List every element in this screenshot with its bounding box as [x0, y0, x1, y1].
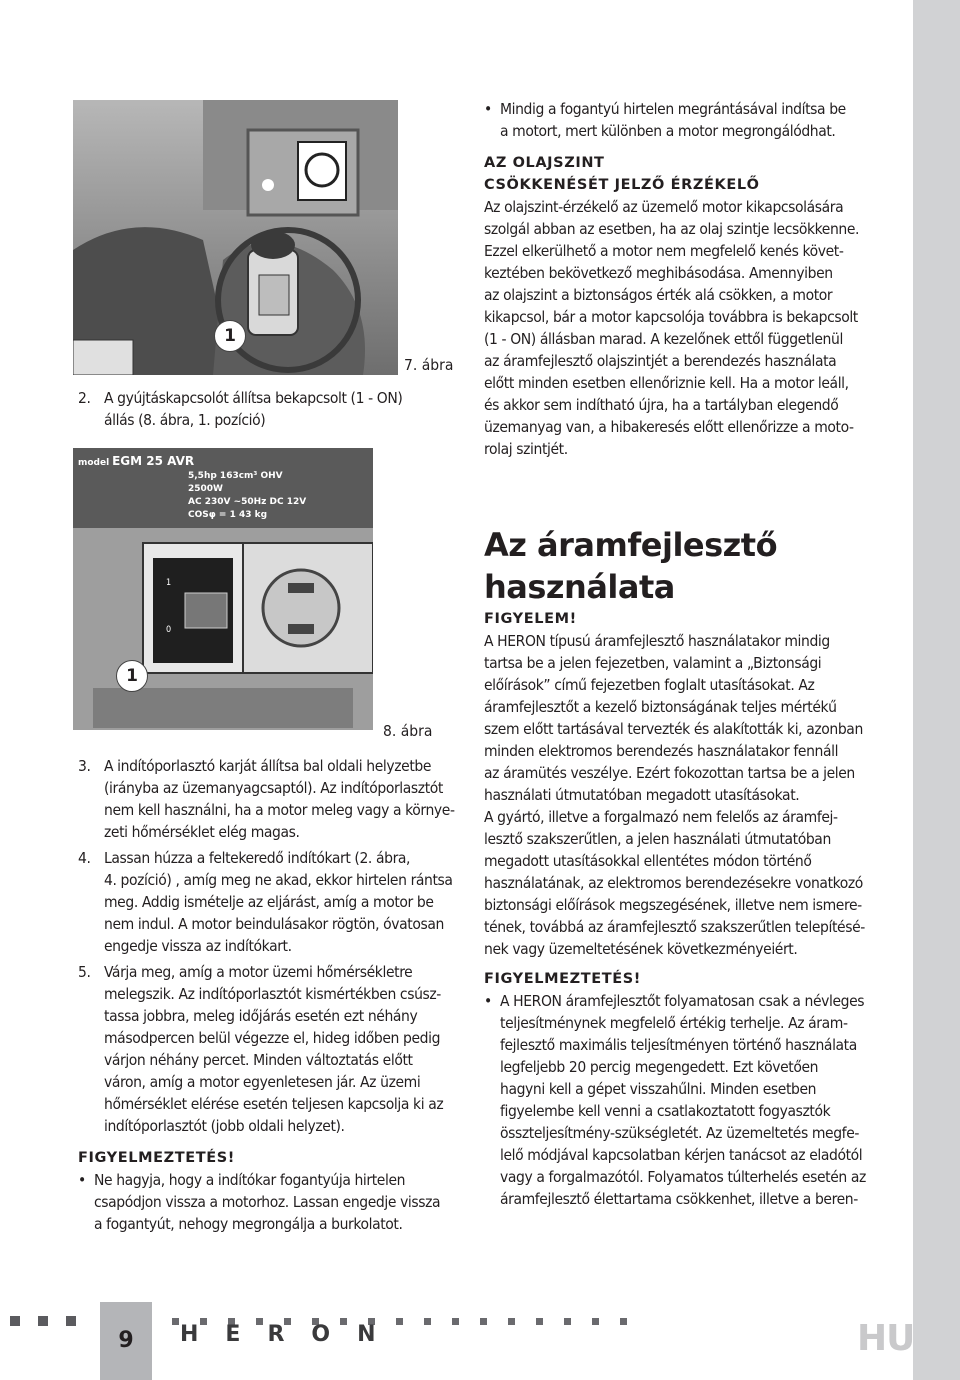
step-2-number: 2.	[78, 389, 91, 407]
plate-spec: 5,5hp 163cm³ OHV 2500W	[188, 471, 283, 494]
section-title-line: Az áramfejlesztő	[484, 526, 778, 564]
attention-title: FIGYELEM!	[484, 611, 577, 627]
bullet-line: a motort, mert különben a motor megrongálódhat.	[500, 122, 836, 140]
plate-model-label: model	[78, 458, 110, 468]
attention-line: A gyártó, illetve a forgalmazó nem felelős az áramfej-	[484, 808, 838, 826]
warning-line: figyelembe kell venni a csatlakoztatott fogyasztók	[500, 1102, 831, 1120]
step-3-line: nem kell használni, ha a motor meleg vagy a környe-	[104, 801, 455, 819]
oil-line: keztében bekövetkező meghibásodása. Amennyiben	[484, 264, 833, 282]
step-5-line: váron, amíg a motor egyenletesen jár. Az üzemi	[104, 1073, 421, 1091]
warning-line: lelő módjával kapcsolatban kérjen tanácsot az eladótól	[500, 1146, 863, 1164]
attention-line: nek vagy üzemeltetésének következményeiért.	[484, 940, 798, 958]
attention-line: használati útmutatóban megadott utasításokat.	[484, 786, 800, 804]
attention-line: biztonsági előírások megszegésének, illetve nem ismere-	[484, 896, 862, 914]
step-4-line: 4. pozíció) , amíg meg ne akad, ekkor hirtelen rántsa	[104, 871, 453, 889]
oil-line: az áramfejlesztő olajszintjét a berendezés használata	[484, 352, 837, 370]
warning-line: fejlesztő maximális teljesítményen történő használata	[500, 1036, 857, 1054]
oil-line: (1 - ON) állásban marad. A kezelőnek ettől függetlenül	[484, 330, 843, 348]
oil-line: és akkor sem indítható újra, ha a tartályban elegendő	[484, 396, 839, 414]
step-2-line: állás (8. ábra, 1. pozíció)	[104, 411, 266, 429]
warning-line: csapódjon vissza a motorhoz. Lassan engedje vissza	[94, 1193, 441, 1211]
right-column-lower	[484, 608, 874, 1210]
step-4-number: 4.	[78, 849, 91, 867]
warning-line: a fogantyút, nehogy megrongálja a burkolatot.	[94, 1215, 403, 1233]
step-5-line: hőmérséklet elérése esetén teljesen kapcsolja ki az	[104, 1095, 444, 1113]
step-5-line: várjon néhány percet. Minden változtatás előtt	[104, 1051, 413, 1069]
oil-line: üzemanyag van, a hibakeresés előtt ellenőrizze a moto-	[484, 418, 854, 436]
decor-square	[38, 1316, 48, 1326]
warning-line: összteljesítmény-szükségletét. Az üzemeltetés megfe-	[500, 1124, 860, 1142]
warning-bullet-left	[78, 1169, 468, 1235]
warning-line: • Ne hagyja, hogy a indítókar fogantyúja hirtelen	[94, 1171, 406, 1189]
decor-square	[66, 1316, 76, 1326]
oil-line: az olajszint a biztonságos érték alá csökken, a motor	[484, 286, 833, 304]
attention-line: az áramütés veszélye. Ezért fokozottan tartsa be a jelen	[484, 764, 855, 782]
bullet-top	[484, 98, 874, 142]
warning-line: teljesítménynek megfelelő értékig terhelje. Az áram-	[500, 1014, 848, 1032]
step-5-line: melegszik. Az indítóporlasztót kismértékben csúsz-	[104, 985, 441, 1003]
step-5-line: Várja meg, amíg a motor üzemi hőmérsékletre	[104, 963, 413, 981]
figure-7-callout: 1	[214, 320, 246, 352]
switch-on-mark: 1	[166, 578, 172, 588]
page-number: 9	[100, 1302, 152, 1380]
step-4-line: engedje vissza az indítókart.	[104, 937, 292, 955]
switch-off-mark: 0	[166, 625, 172, 635]
attention-line: minden elektromos berendezés használatakor fennáll	[484, 742, 839, 760]
figure-7-label: 7. ábra	[404, 356, 454, 374]
plate-model: EGM 25 AVR	[112, 454, 195, 468]
figure-8-callout: 1	[116, 660, 148, 692]
oil-sensor-title	[484, 152, 874, 196]
attention-line: lesztő szakszerűtlen, a jelen használati útmutatóban	[484, 830, 831, 848]
brand-logo: HERON	[180, 1322, 403, 1347]
step-4-line: meg. Addig ismételje az eljárást, amíg a motor be	[104, 893, 434, 911]
rating-plate	[78, 455, 318, 522]
attention-text	[484, 630, 874, 960]
step-4-line: nem indul. A motor beindulásakor rögtön, óvatosan	[104, 915, 444, 933]
attention-line: megadott utasításokkal ellentétes módon történő	[484, 852, 812, 870]
warning-line: áramfejlesztő élettartama csökkenhet, illetve a beren-	[500, 1190, 858, 1208]
right-column	[484, 98, 874, 460]
step-3-line: zeti hőmérséklet elég magas.	[104, 823, 300, 841]
step-5-number: 5.	[78, 963, 91, 981]
attention-line: előírások” című fejezetben foglalt utasításokat. Az	[484, 676, 815, 694]
attention-line: tartsa be a jelen fejezetben, valamint a „Biztonsági	[484, 654, 822, 672]
attention-line: szem előtt tartásával tervezték és alakították ki, azonban	[484, 720, 863, 738]
step-3-line: (irányba az üzemanyagcsaptól). Az indítóporlasztót	[104, 779, 443, 797]
figure-8-label: 8. ábra	[383, 722, 433, 740]
decor-square	[10, 1316, 20, 1326]
oil-line: Ezzel elkerülhető a motor nem megfelelő kenés követ-	[484, 242, 844, 260]
section-title-line: használata	[484, 568, 675, 606]
side-bar	[913, 0, 960, 1380]
warning-line: vagy a forgalmazótól. Folyamatos túlterhelés esetén az	[500, 1168, 866, 1186]
warning-line: hagyni kell a gépet visszahűlni. Minden esetben	[500, 1080, 817, 1098]
oil-line: Az olajszint-érzékelő az üzemelő motor kikapcsolására	[484, 198, 844, 216]
plate-spec: AC 230V ~50Hz DC 12V	[188, 497, 307, 507]
step-4-line: Lassan húzza a feltekeredő indítókart (2. ábra,	[104, 849, 411, 867]
step-3-number: 3.	[78, 757, 91, 775]
oil-line: rolaj szintjét.	[484, 440, 568, 458]
bullet-line: • Mindig a fogantyú hirtelen megrántásával indítsa be	[500, 100, 846, 118]
warning-title-left: FIGYELMEZTETÉS!	[78, 1150, 236, 1166]
section-title	[484, 524, 874, 608]
warning-line: legfeljebb 20 percig megengedett. Ezt követően	[500, 1058, 819, 1076]
step-2	[78, 387, 408, 431]
warning-title-right: FIGYELMEZTETÉS!	[484, 971, 642, 987]
language-code: HU	[857, 1318, 915, 1359]
attention-line: A HERON típusú áramfejlesztő használatakor mindig	[484, 632, 830, 650]
oil-title-line: AZ OLAJSZINT	[484, 155, 605, 171]
warning-bullet-right	[484, 990, 874, 1210]
step-5-line: másodpercen belül végezze el, hideg időben pedig	[104, 1029, 441, 1047]
step-2-line: A gyújtáskapcsolót állítsa bekapcsolt (1 - ON)	[104, 389, 403, 407]
step-3-line: A indítóporlasztó karját állítsa bal oldali helyzetbe	[104, 757, 432, 775]
oil-title-line: CSÖKKENÉSÉT JELZŐ ÉRZÉKELŐ	[484, 177, 760, 193]
oil-sensor-text	[484, 196, 874, 460]
attention-line: tének, továbbá az áramfejlesztő szakszerűtlen telepítésé-	[484, 918, 865, 936]
attention-line: áramfejlesztőt a kezelő biztonságának teljes mértékű	[484, 698, 837, 716]
attention-line: használatának, az elektromos berendezésekre vonatkozó	[484, 874, 863, 892]
oil-line: előtt minden esetben ellenőriznie kell. Ha a motor leáll,	[484, 374, 849, 392]
oil-line: kikapcsol, bár a motor kapcsolója továbbra is bekapcsolt	[484, 308, 858, 326]
step-5-line: tassa jobbra, meleg időjárás esetén ezt néhány	[104, 1007, 418, 1025]
warning-line: • A HERON áramfejlesztőt folyamatosan csak a névleges	[500, 992, 865, 1010]
oil-line: szolgál abban az esetben, ha az olaj szintje lecsökkenne.	[484, 220, 860, 238]
plate-spec: COSφ = 1 43 kg	[188, 510, 268, 520]
step-5-line: indítóporlasztót (jobb oldali helyzet).	[104, 1117, 345, 1135]
steps-3-5	[78, 755, 468, 1235]
